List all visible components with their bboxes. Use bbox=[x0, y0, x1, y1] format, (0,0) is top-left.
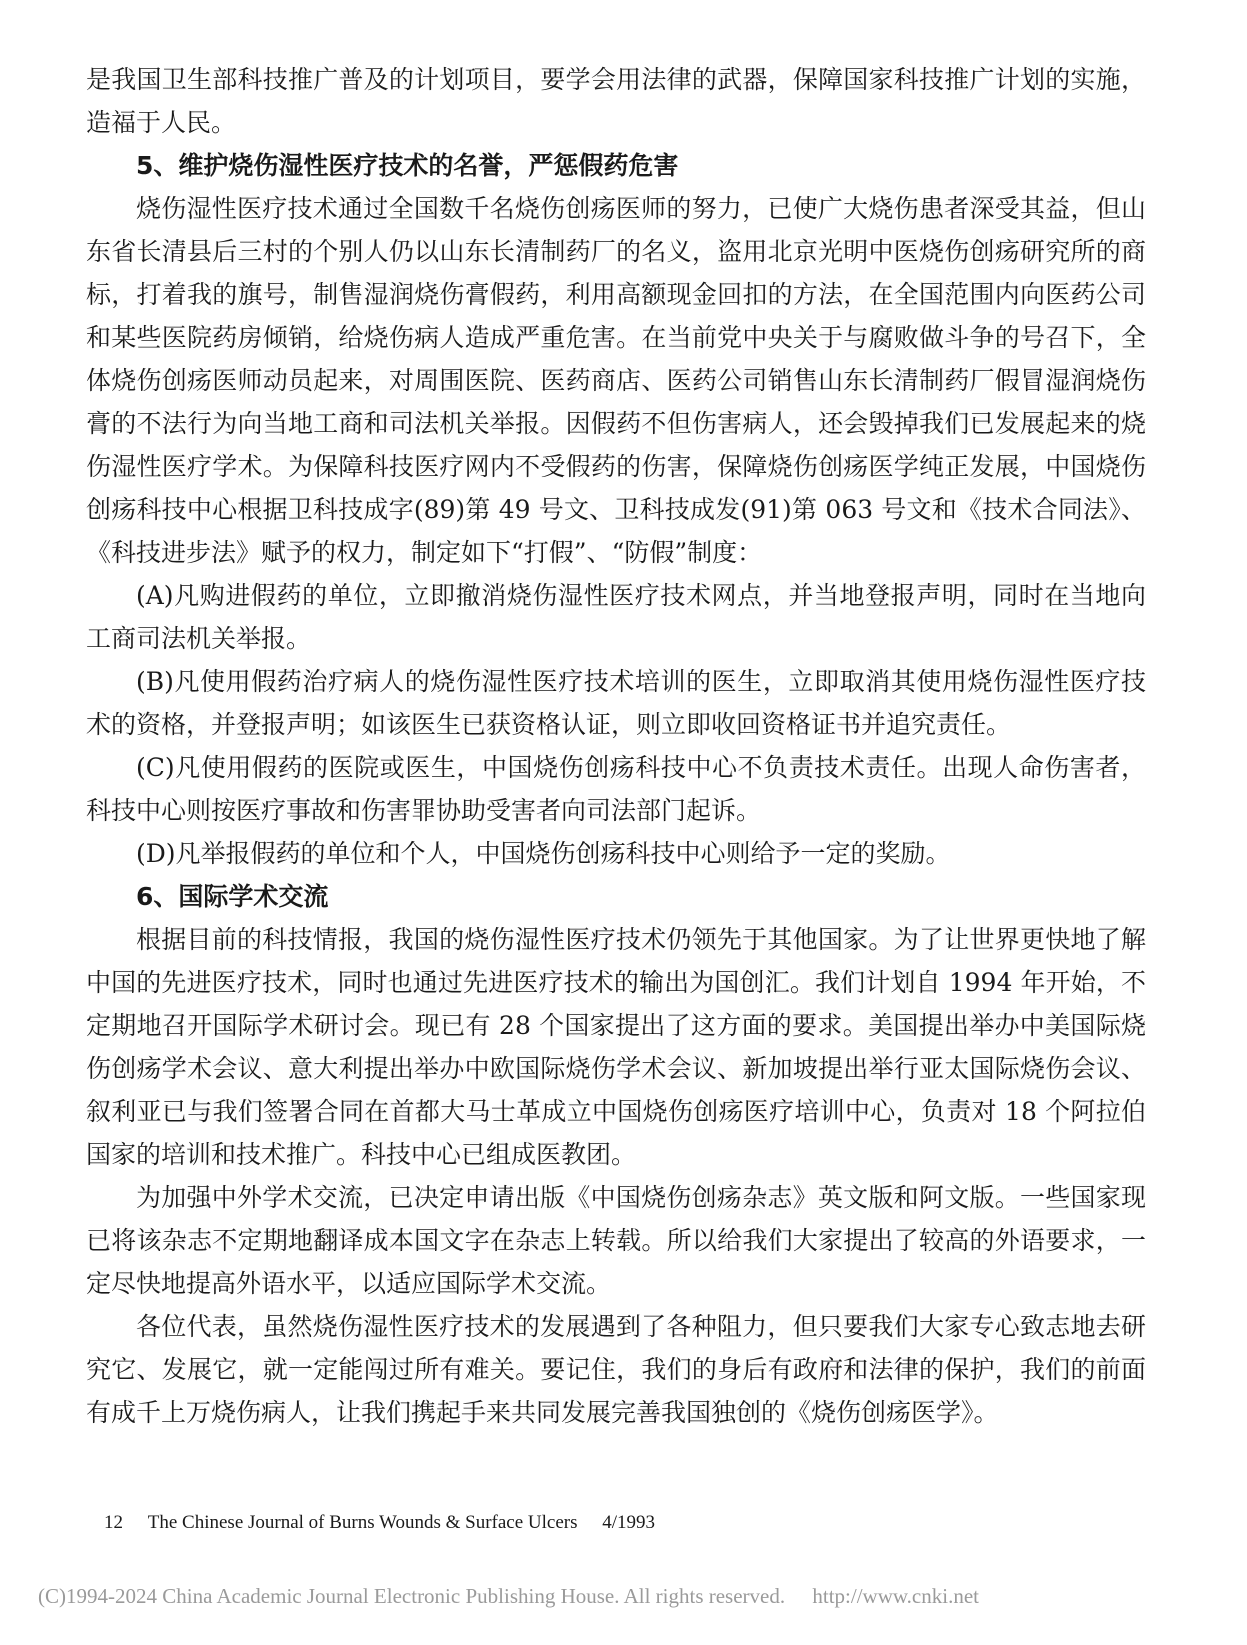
paragraph: 烧伤湿性医疗技术通过全国数千名烧伤创疡医师的努力，已使广大烧伤患者深受其益，但山东省长清县后三村的个别人仍以山东长清制药厂的名义，盗用北京光明中医烧伤创疡研究所的商标，打着我的旗号，制售湿润烧伤膏假药，利用高额现金回扣的方法，在全国范围内向医药公司和某些医院药房倾销，给烧伤病人造成严重危害。在当前党中央关于与腐败做斗争的号召下，全体烧伤创疡医师动员起来，对周围医院、医药商店、医药公司销售山东长清制药厂假冒湿润烧伤膏的不法行为向当地工商和司法机关举报。因假药不但伤害病人，还会毁掉我们已发展起来的烧伤湿性医疗学术。为保障科技医疗网内不受假药的伤害，保障烧伤创疡医学纯正发展，中国烧伤创疡科技中心根据卫科技成字(89)第 49 号文、卫科技成发(91)第 063 号文和《技术合同法》、《科技进步法》赋予的权力，制定如下“打假”、“防假”制度： bbox=[86, 194, 1146, 567]
paragraph-continued: 是我国卫生部科技推广普及的计划项目，要学会用法律的武器，保障国家科技推广计划的实施，造福于人民。 bbox=[86, 65, 1146, 137]
rule-item-d: (D)凡举报假药的单位和个人，中国烧伤创疡科技中心则给予一定的奖励。 bbox=[136, 839, 951, 868]
page-footer bbox=[104, 1512, 655, 1534]
article-body bbox=[86, 58, 1146, 1434]
paragraph: 为加强中外学术交流，已决定申请出版《中国烧伤创疡杂志》英文版和阿文版。一些国家现已将该杂志不定期地翻译成本国文字在杂志上转载。所以给我们大家提出了较高的外语要求，一定尽快地提高外语水平，以适应国际学术交流。 bbox=[86, 1183, 1146, 1298]
copyright-notice bbox=[38, 1584, 1198, 1609]
paragraph: 各位代表，虽然烧伤湿性医疗技术的发展遇到了各种阻力，但只要我们大家专心致志地去研究它、发展它，就一定能闯过所有难关。要记住，我们的身后有政府和法律的保护，我们的前面有成千上万烧伤病人，让我们携起手来共同发展完善我国独创的《烧伤创疡医学》。 bbox=[86, 1312, 1146, 1427]
paragraph: 根据目前的科技情报，我国的烧伤湿性医疗技术仍领先于其他国家。为了让世界更快地了解中国的先进医疗技术，同时也通过先进医疗技术的输出为国创汇。我们计划自 1994 年开始，不定期地召开国际学术研讨会。现已有 28 个国家提出了这方面的要求。美国提出举办中美国际烧伤创疡学术会议、意大利提出举办中欧国际烧伤学术会议、新加坡提出举行亚太国际烧伤会议、叙利亚已与我们签署合同在首都大马士革成立中国烧伤创疡医疗培训中心，负责对 18 个阿拉伯国家的培训和技术推广。科技中心已组成医教团。 bbox=[86, 925, 1146, 1169]
section-heading-5: 5、维护烧伤湿性医疗技术的名誉，严惩假药危害 bbox=[136, 151, 679, 180]
rule-item-c: (C)凡使用假药的医院或医生，中国烧伤创疡科技中心不负责技术责任。出现人命伤害者，科技中心则按医疗事故和伤害罪协助受害者向司法部门起诉。 bbox=[86, 753, 1146, 825]
copyright-text: (C)1994-2024 China Academic Journal Electronic Publishing House. All rights reserved. bbox=[38, 1584, 786, 1608]
page-number: 12 bbox=[104, 1512, 123, 1533]
journal-name: The Chinese Journal of Burns Wounds & Surface Ulcers bbox=[147, 1512, 578, 1533]
rule-item-b: (B)凡使用假药治疗病人的烧伤湿性医疗技术培训的医生，立即取消其使用烧伤湿性医疗技术的资格，并登报声明；如该医生已获资格认证，则立即收回资格证书并追究责任。 bbox=[86, 667, 1146, 739]
rule-item-a: (A)凡购进假药的单位，立即撤消烧伤湿性医疗技术网点，并当地登报声明，同时在当地向工商司法机关举报。 bbox=[86, 581, 1146, 653]
copyright-url: http://www.cnki.net bbox=[812, 1584, 979, 1608]
issue-number: 4/1993 bbox=[602, 1512, 656, 1533]
section-heading-6: 6、国际学术交流 bbox=[136, 882, 329, 911]
